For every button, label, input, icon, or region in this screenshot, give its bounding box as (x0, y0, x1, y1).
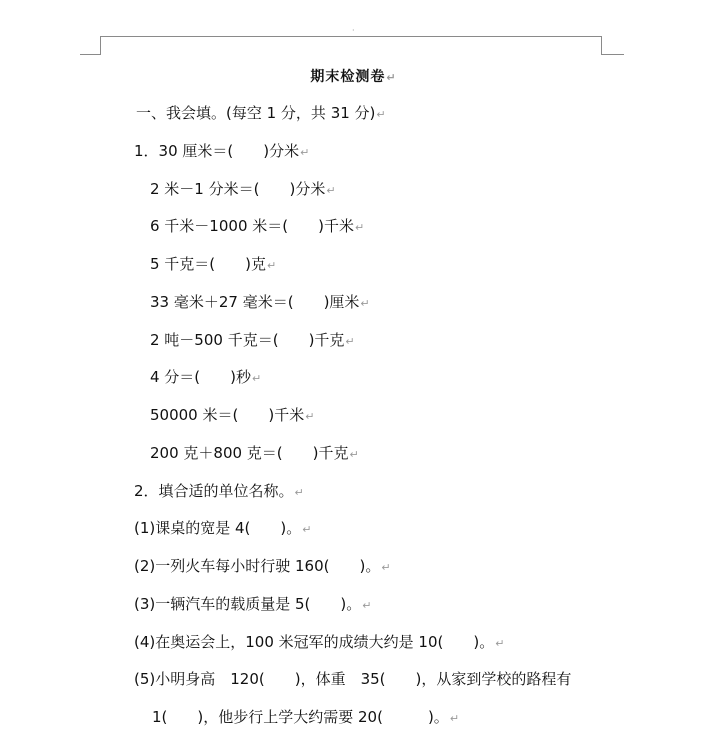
right-margin-corner-h (601, 54, 624, 55)
paragraph-mark-icon: ↵ (495, 637, 505, 650)
left-margin-corner-h (80, 54, 101, 55)
paragraph-mark-icon: ↵ (294, 486, 304, 499)
paragraph-mark-icon: ↵ (326, 184, 336, 197)
question-2-item-continued[interactable]: 1( )，他步行上学大约需要 20( )。↵ (152, 708, 460, 726)
header-boundary-line (101, 36, 601, 37)
paragraph-mark-icon: ↵ (349, 448, 359, 461)
paragraph-mark-icon: ↵ (300, 146, 310, 159)
paragraph-mark-icon: ↵ (376, 108, 386, 121)
paragraph-mark-icon: ↵ (381, 561, 391, 574)
question-1-item[interactable]: 2 吨－500 千克＝( )千克↵ (150, 331, 355, 349)
paragraph-mark-icon: ↵ (360, 297, 370, 310)
paragraph-mark-icon: ↵ (252, 372, 262, 385)
document-title[interactable] (0, 66, 707, 86)
title-text: 期末检测卷 (310, 69, 386, 85)
question-1-item[interactable]: 2 米－1 分米＝( )分米↵ (150, 180, 336, 198)
section-one-heading[interactable]: 一、我会填。(每空 1 分，共 31 分)↵ (136, 104, 386, 122)
right-margin-corner-v (601, 36, 602, 55)
left-margin-corner-v (100, 36, 101, 55)
paragraph-mark-icon: ↵ (267, 259, 277, 272)
paragraph-mark-icon: ↵ (354, 221, 365, 234)
question-2-item[interactable]: (1)课桌的宽是 4( )。↵ (134, 519, 312, 537)
question-1-item[interactable]: 5 千克＝( )克↵ (150, 255, 277, 273)
paragraph-mark-icon: ↵ (345, 335, 355, 348)
question-2-item[interactable]: (5)小明身高 120( )，体重 35( )，从家到学校的路程有 (134, 670, 572, 688)
question-2-line[interactable]: 2．填合适的单位名称。↵ (134, 482, 304, 500)
question-1-item[interactable]: 4 分＝( )秒↵ (150, 368, 262, 386)
paragraph-mark-icon: ↵ (362, 599, 372, 612)
question-1-line[interactable]: 1．30 厘米＝( )分米↵ (134, 142, 310, 160)
paragraph-mark-icon: ↵ (386, 71, 397, 84)
header-mark: · (352, 26, 355, 35)
paragraph-mark-icon: ↵ (449, 712, 460, 725)
question-1-item[interactable]: 33 毫米＋27 毫米＝( )厘米↵ (150, 293, 370, 311)
question-2-item[interactable]: (3)一辆汽车的载质量是 5( )。↵ (134, 595, 372, 613)
question-1-item[interactable]: 6 千米－1000 米＝( )千米↵ (150, 217, 365, 235)
question-2-item[interactable]: (2)一列火车每小时行驶 160( )。↵ (134, 557, 391, 575)
question-2-item[interactable]: (4)在奥运会上，100 米冠军的成绩大约是 10( )。↵ (134, 633, 505, 651)
question-1-item[interactable]: 50000 米＝( )千米↵ (150, 406, 315, 424)
question-1-item[interactable]: 200 克＋800 克＝( )千克↵ (150, 444, 359, 462)
paragraph-mark-icon: ↵ (305, 410, 315, 423)
paragraph-mark-icon: ↵ (302, 523, 312, 536)
partial-next-line (0, 737, 707, 747)
